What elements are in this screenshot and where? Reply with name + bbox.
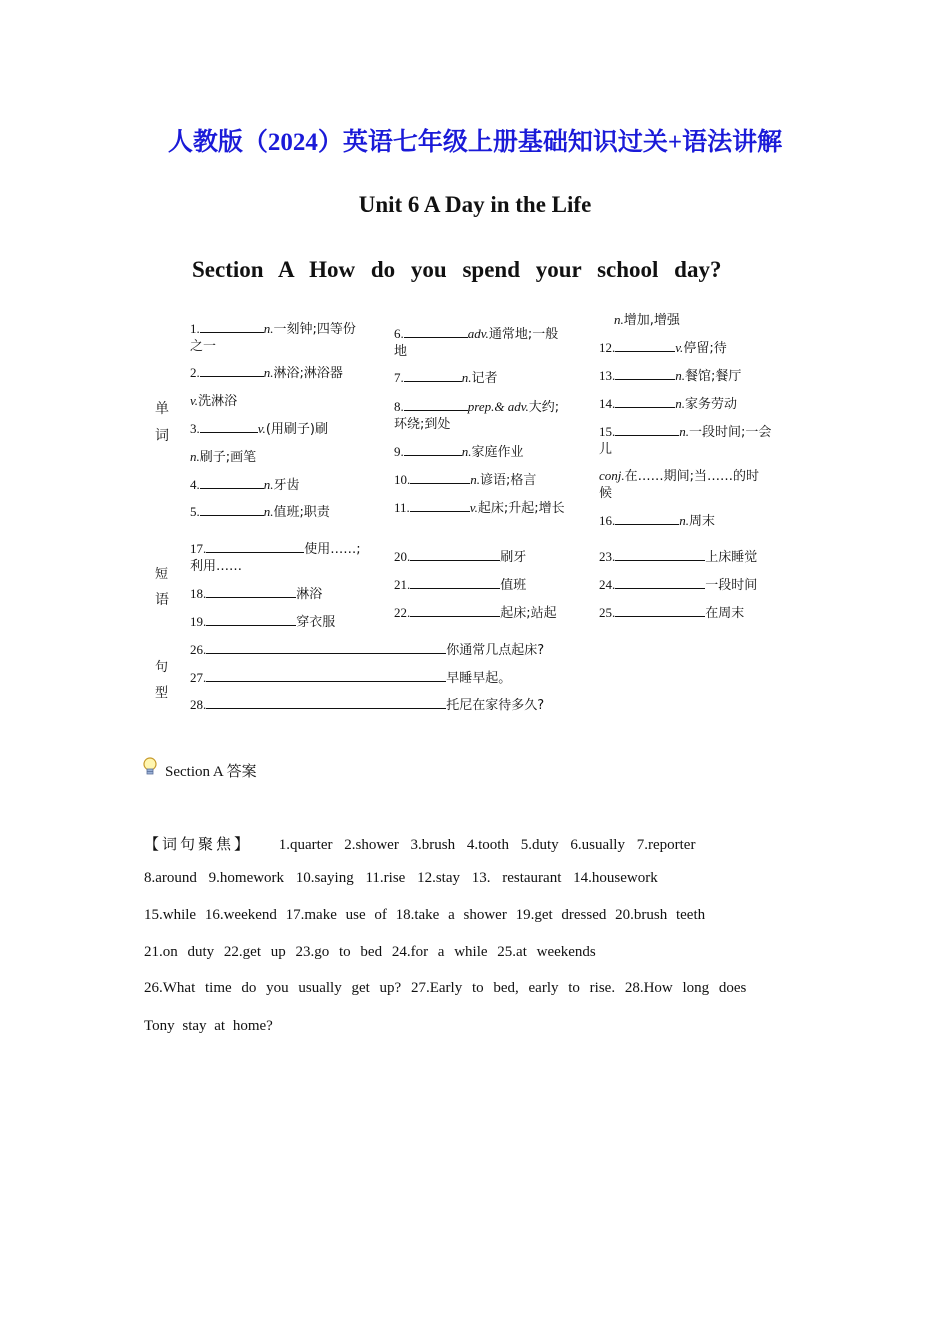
item-number: 4. — [190, 477, 200, 492]
chinese-meaning: 停留;待 — [683, 341, 727, 356]
part-of-speech: v. — [257, 421, 266, 436]
chinese-meaning-cont: 地 — [394, 344, 408, 359]
chinese-meaning: 通常地;一般 — [488, 327, 559, 342]
answer-blank[interactable] — [615, 368, 675, 380]
part-of-speech: n. — [461, 370, 472, 385]
answer-blank[interactable] — [615, 577, 705, 589]
word-sub-item — [599, 467, 759, 485]
chinese-meaning-cont: 利用…… — [190, 559, 243, 574]
item-number: 16. — [599, 513, 616, 528]
answer-blank[interactable] — [410, 577, 500, 589]
item-number: 19. — [190, 614, 207, 629]
chinese-meaning: 周末 — [689, 514, 716, 529]
part-of-speech: n. — [263, 504, 274, 519]
chinese-meaning: 刷牙 — [500, 550, 527, 565]
chinese-meaning: 洗淋浴 — [198, 394, 238, 409]
category-words-1: 单 — [155, 401, 169, 417]
word-item — [190, 476, 300, 494]
chinese-meaning-cont: 环绕;到处 — [394, 417, 451, 432]
answer-blank[interactable] — [615, 396, 675, 408]
chinese-meaning: 起床;站起 — [500, 606, 557, 621]
item-number: 25. — [599, 605, 616, 620]
answer-blank[interactable] — [410, 605, 500, 617]
chinese-meaning-cont: 儿 — [599, 442, 613, 457]
chinese-meaning: 起床;升起;增长 — [477, 501, 565, 516]
item-number: 6. — [394, 326, 404, 341]
answer-line: 21.on duty 22.get up 23.go to bed 24.for a while 25.at weekends — [144, 944, 596, 960]
word-item — [394, 443, 524, 461]
answer-blank[interactable] — [404, 326, 468, 338]
chinese-meaning: (用刷子)刷 — [265, 422, 328, 437]
item-number: 20. — [394, 549, 411, 564]
phrase-item — [190, 540, 361, 558]
item-number: 5. — [190, 504, 200, 519]
item-number: 24. — [599, 577, 616, 592]
answer-line: 26.What time do you usually get up? 27.Early to bed, early to rise. 28.How long does — [144, 980, 747, 996]
phrase-item — [394, 604, 557, 622]
chinese-meaning: 谚语;格言 — [480, 473, 537, 488]
chinese-meaning: 在周末 — [705, 606, 745, 621]
item-number: 2. — [190, 365, 200, 380]
word-item — [190, 364, 343, 382]
answer-blank[interactable] — [615, 513, 679, 525]
answer-blank[interactable] — [615, 549, 705, 561]
chinese-meaning-cont: 候 — [599, 486, 613, 501]
category-phrases-2: 语 — [155, 592, 169, 608]
word-sub-item — [190, 448, 256, 466]
word-item — [394, 325, 558, 343]
word-item — [599, 339, 727, 357]
part-of-speech: n. — [263, 477, 274, 492]
chinese-meaning: 牙齿 — [273, 478, 300, 493]
item-number: 12. — [599, 340, 616, 355]
chinese-meaning: 值班 — [500, 578, 527, 593]
answer-blank[interactable] — [410, 500, 470, 512]
item-number: 17. — [190, 541, 207, 556]
part-of-speech: n. — [675, 368, 685, 383]
lightbulb-icon — [142, 757, 158, 782]
answer-blank[interactable] — [206, 614, 296, 626]
answer-blank[interactable] — [200, 321, 264, 333]
phrase-item — [190, 613, 335, 631]
part-of-speech: n. — [675, 396, 685, 411]
item-number: 1. — [190, 321, 200, 336]
part-of-speech: n. — [614, 312, 624, 327]
sentence-item — [190, 641, 544, 659]
item-number: 15. — [599, 424, 616, 439]
item-number: 14. — [599, 396, 616, 411]
answer-blank[interactable] — [404, 399, 468, 411]
category-phrases-1: 短 — [155, 567, 169, 582]
item-number: 8. — [394, 399, 404, 414]
word-item — [394, 499, 565, 517]
sentence-item — [190, 669, 511, 687]
word-sub-item — [190, 392, 237, 410]
item-number: 10. — [394, 472, 411, 487]
answer-blank[interactable] — [200, 504, 264, 516]
word-sub-item — [614, 311, 680, 329]
chinese-meaning: 值班;职责 — [273, 505, 330, 520]
chinese-meaning: 在……期间;当……的时 — [624, 469, 760, 484]
chinese-meaning: 淋浴 — [296, 587, 323, 602]
answer-blank[interactable] — [206, 586, 296, 598]
chinese-meaning: 大约; — [528, 400, 560, 415]
phrase-item — [599, 548, 757, 566]
phrase-item — [394, 576, 526, 594]
unit-title: Unit 6 A Day in the Life — [358, 192, 592, 217]
word-item — [599, 423, 771, 441]
main-title: 人教版（2024）英语七年级上册基础知识过关+语法讲解 — [167, 129, 783, 156]
part-of-speech: adv. — [467, 326, 489, 341]
chinese-meaning: 你通常几点起床? — [446, 643, 545, 658]
answer-blank[interactable] — [410, 549, 500, 561]
answer-blank[interactable] — [206, 670, 446, 682]
part-of-speech: v. — [190, 393, 199, 408]
part-of-speech: n. — [679, 513, 689, 528]
answer-label: 【词句聚焦】 — [144, 835, 253, 853]
item-number: 18. — [190, 586, 207, 601]
part-of-speech: prep.& adv. — [467, 399, 529, 414]
phrase-item — [599, 604, 744, 622]
item-number: 13. — [599, 368, 616, 383]
word-item — [190, 420, 328, 438]
answer-line: 15.while 16.weekend 17.make use of 18.take a shower 19.get dressed 20.brush teeth — [144, 907, 706, 923]
chinese-meaning: 一刻钟;四等份 — [273, 322, 356, 337]
chinese-meaning: 穿衣服 — [296, 615, 336, 630]
answer-heading: Section A 答案 — [165, 764, 257, 780]
chinese-meaning: 早睡早起。 — [446, 671, 512, 686]
part-of-speech: v. — [675, 340, 684, 355]
chinese-meaning: 记者 — [471, 371, 498, 386]
part-of-speech: v. — [469, 500, 478, 515]
answer-blank[interactable] — [410, 472, 470, 484]
item-number: 21. — [394, 577, 411, 592]
word-item — [599, 512, 715, 530]
word-item — [599, 367, 741, 385]
word-item — [394, 369, 498, 387]
part-of-speech: n. — [679, 424, 689, 439]
section-title: Section A How do you spend your school day? — [192, 257, 722, 282]
answer-blank[interactable] — [206, 642, 446, 654]
answer-blank[interactable] — [404, 370, 462, 382]
phrase-item — [190, 585, 322, 603]
chinese-meaning: 一段时间 — [705, 578, 758, 593]
answer-line: 8.around 9.homework 10.saying 11.rise 12.stay 13. restaurant 14.housework — [144, 870, 658, 886]
answer-blank[interactable] — [615, 340, 675, 352]
answer-line: Tony stay at home? — [144, 1018, 273, 1034]
chinese-meaning: 餐馆;餐厅 — [685, 369, 742, 384]
answer-blank[interactable] — [200, 477, 264, 489]
chinese-meaning-cont: 之一 — [190, 339, 217, 354]
answer-blank[interactable] — [404, 444, 462, 456]
part-of-speech: n. — [263, 321, 274, 336]
chinese-meaning: 托尼在家待多久? — [446, 698, 545, 713]
chinese-meaning: 家庭作业 — [471, 445, 524, 460]
answer-blank[interactable] — [615, 424, 679, 436]
chinese-meaning: 一段时间;一会 — [689, 425, 772, 440]
answer-blank[interactable] — [200, 421, 258, 433]
word-item — [394, 398, 559, 416]
chinese-meaning: 淋浴;淋浴器 — [273, 366, 343, 381]
item-number: 26. — [190, 642, 207, 657]
item-number: 23. — [599, 549, 616, 564]
word-item — [599, 395, 737, 413]
category-words-2: 词 — [155, 428, 169, 444]
answer-line: 【词句聚焦】 1.quarter 2.shower 3.brush 4.tooth 5.duty 6.usually 7.reporter — [144, 835, 696, 853]
item-number: 22. — [394, 605, 411, 620]
word-item — [190, 503, 330, 521]
chinese-meaning: 使用……; — [304, 542, 361, 557]
part-of-speech: n. — [190, 449, 200, 464]
phrase-item — [599, 576, 757, 594]
chinese-meaning: 家务劳动 — [685, 397, 738, 412]
chinese-meaning: 上床睡觉 — [705, 550, 758, 565]
chinese-meaning: 增加,增强 — [623, 313, 680, 328]
item-number: 28. — [190, 697, 207, 712]
category-sentences-1: 句 — [155, 660, 169, 675]
category-sentences-2: 型 — [155, 686, 169, 701]
item-number: 11. — [394, 500, 410, 515]
item-number: 7. — [394, 370, 404, 385]
chinese-meaning: 刷子;画笔 — [199, 450, 257, 465]
sentence-item — [190, 696, 544, 714]
word-item — [394, 471, 536, 489]
part-of-speech: n. — [461, 444, 472, 459]
part-of-speech: conj. — [599, 468, 625, 483]
part-of-speech: n. — [263, 365, 274, 380]
answer-blank[interactable] — [200, 365, 264, 377]
part-of-speech: n. — [470, 472, 480, 487]
phrase-item — [394, 548, 526, 566]
answer-blank[interactable] — [615, 605, 705, 617]
answer-blank[interactable] — [206, 697, 446, 709]
item-number: 27. — [190, 670, 207, 685]
item-number: 3. — [190, 421, 200, 436]
word-item — [190, 320, 356, 338]
item-number: 9. — [394, 444, 404, 459]
answer-blank[interactable] — [206, 541, 304, 553]
